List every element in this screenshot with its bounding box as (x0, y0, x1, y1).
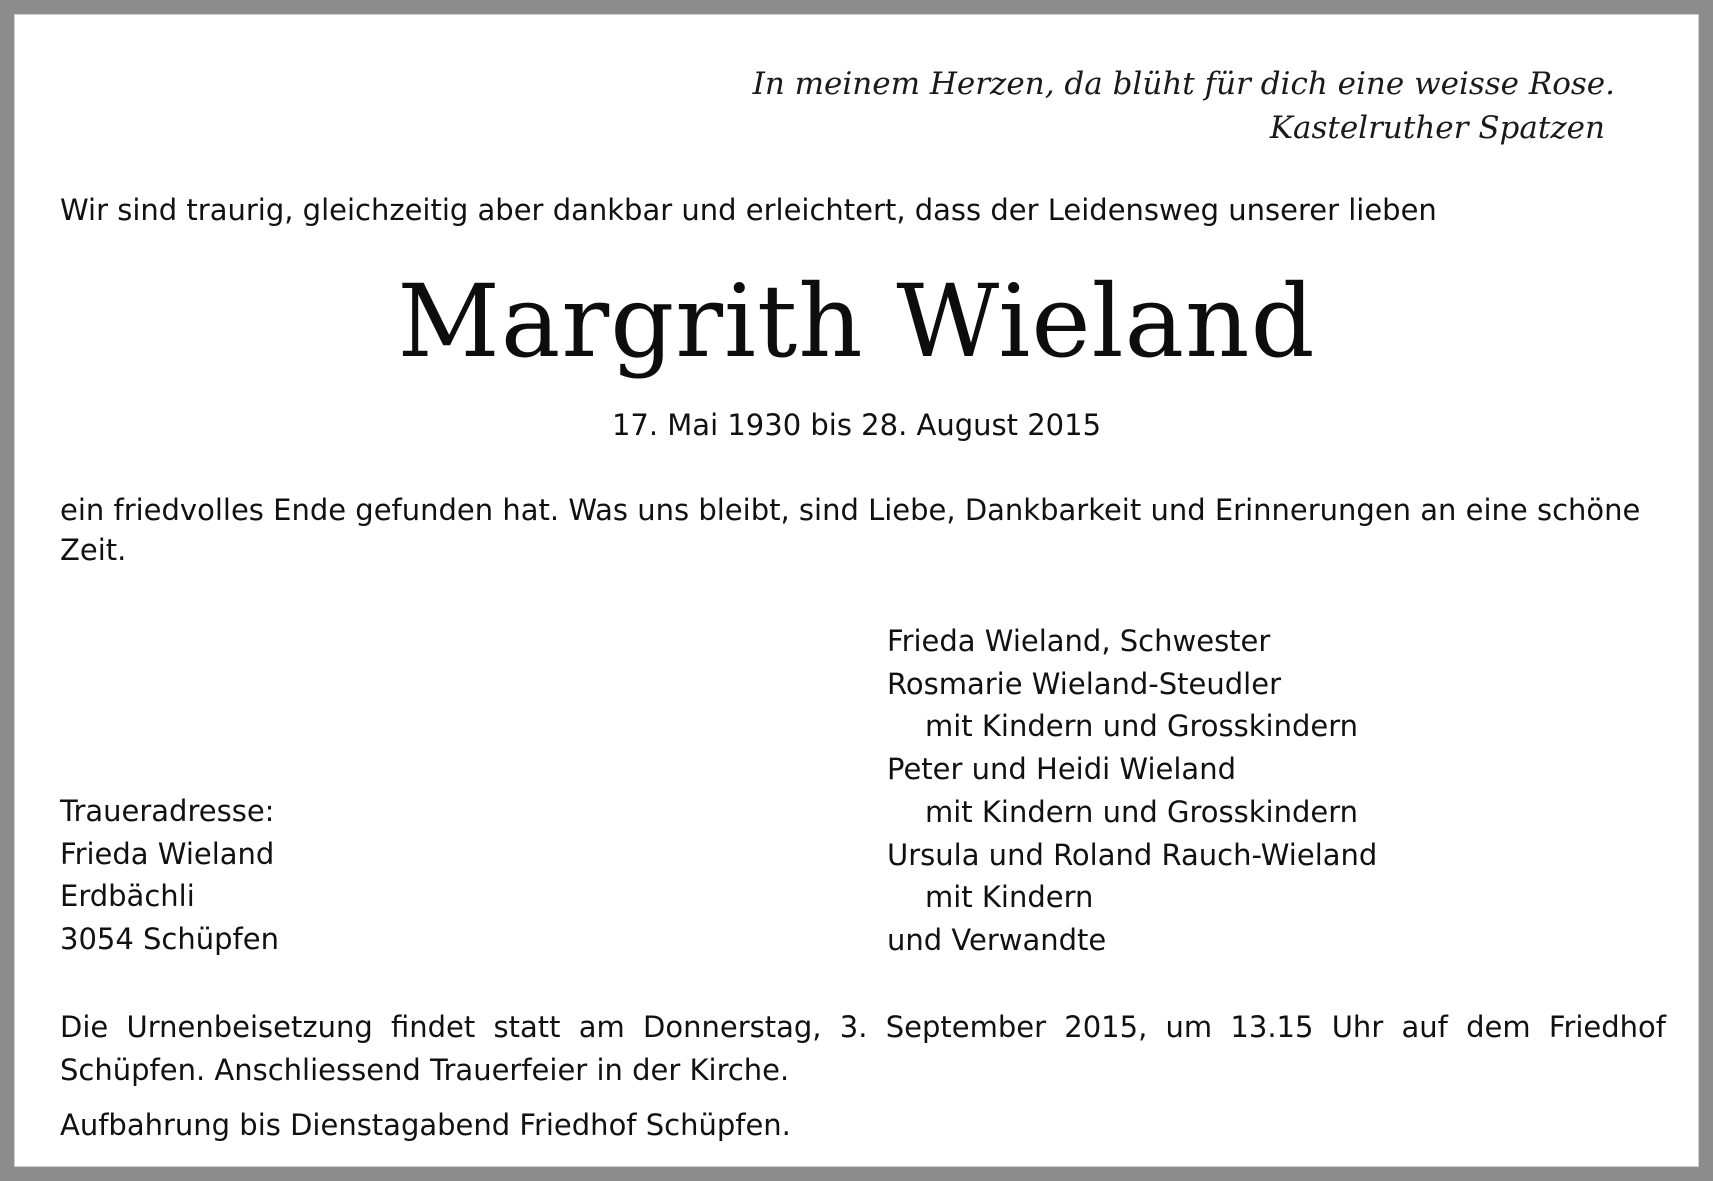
motto-quote-block (753, 62, 1615, 150)
mourning-address (60, 790, 279, 961)
mourner-line: mit Kindern und Grosskindern (925, 709, 1358, 744)
viewing-notice: Aufbahrung bis Dienstagabend Friedhof Schüpfen. (60, 1108, 791, 1142)
obituary-card (14, 14, 1699, 1167)
address-street: Erdbächli (60, 879, 195, 914)
mourner-line: Ursula und Roland Rauch-Wieland (887, 837, 1378, 872)
funeral-notice: Die Urnenbeisetzung findet statt am Donnerstag, 3. September 2015, um 13.15 Uhr auf dem Friedhof Schüpfen. Anschliessend Trauerfeier in der Kirche. (60, 1010, 1666, 1087)
address-name: Frieda Wieland (60, 836, 275, 871)
address-city: 3054 Schüpfen (60, 922, 279, 957)
motto-quote: In meinem Herzen, da blüht für dich eine weisse Rose. (752, 66, 1615, 102)
continuation-text: ein friedvolles Ende gefunden hat. Was uns bleibt, sind Liebe, Dankbarkeit und Erinnerungen an eine schöne Zeit. (60, 493, 1641, 567)
mourners-list (887, 620, 1377, 962)
deceased-dates: 17. Mai 1930 bis 28. August 2015 (611, 408, 1102, 442)
mourner-line: Rosmarie Wieland-Steudler (887, 666, 1282, 701)
mourner-line: mit Kindern (925, 880, 1094, 915)
intro-text: Wir sind traurig, gleichzeitig aber dankbar und erleichtert, dass der Leidensweg unserer lieben (60, 193, 1437, 227)
motto-author: Kastelruther Spatzen (1269, 110, 1605, 146)
mourner-line: Peter und Heidi Wieland (887, 752, 1236, 787)
mourner-line: mit Kindern und Grosskindern (925, 794, 1358, 829)
address-label: Traueradresse: (60, 794, 275, 828)
deceased-name: Margrith Wieland (397, 263, 1316, 380)
mourner-line: Frieda Wieland, Schwester (887, 624, 1271, 658)
mourner-line: und Verwandte (887, 922, 1107, 957)
